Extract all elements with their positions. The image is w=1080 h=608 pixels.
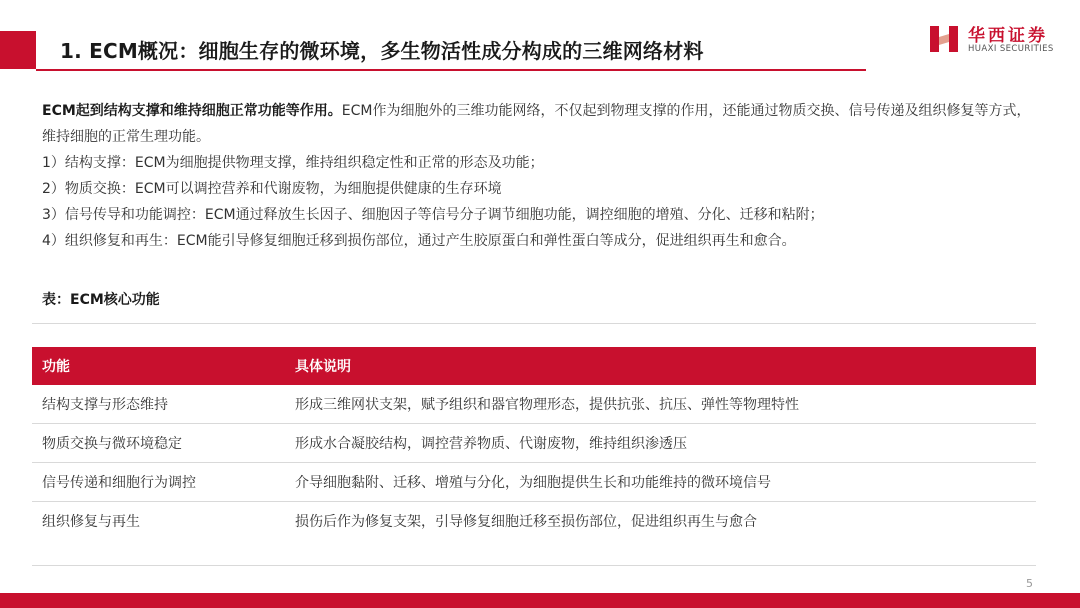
description-cell: 损伤后作为修复支架，引导修复细胞迁移至损伤部位，促进组织再生与愈合 [295, 514, 757, 530]
logo-name-en: HUAXI SECURITIES [968, 44, 1054, 54]
company-logo [928, 20, 1068, 60]
title-accent-bar [0, 31, 36, 69]
function-cell: 信号传递和细胞行为调控 [42, 475, 196, 491]
table-caption: 表：ECM核心功能 [42, 292, 160, 308]
description-cell: 介导细胞黏附、迁移、增殖与分化，为细胞提供生长和功能维持的微环境信号 [295, 475, 771, 491]
table-header-row [32, 347, 1036, 385]
header-description: 具体说明 [295, 359, 351, 375]
table-row [32, 385, 1036, 424]
function-cell: 组织修复与再生 [42, 514, 140, 530]
lead-bold-text: ECM起到结构支撑和维持细胞正常功能等作用。 [42, 103, 342, 119]
slide-title: 1. ECM概况：细胞生存的微环境，多生物活性成分构成的三维网络材料 [60, 39, 704, 63]
page-number: 5 [1026, 577, 1033, 590]
lead-text: ECM作为细胞外的三维功能网络，不仅起到物理支撑的作用，还能通过物质交换、信号传递及组织修复等方式，维持细胞的正常生理功能。 [42, 103, 1031, 145]
lead-paragraph [42, 98, 1042, 150]
description-cell: 形成水合凝胶结构，调控营养物质、代谢废物，维持组织渗透压 [295, 436, 687, 452]
table-row [32, 424, 1036, 463]
point-1: 1）结构支撑：ECM为细胞提供物理支撑，维持组织稳定性和正常的形态及功能； [42, 155, 544, 171]
function-cell: 物质交换与微环境稳定 [42, 436, 182, 452]
point-2: 2）物质交换：ECM可以调控营养和代谢废物，为细胞提供健康的生存环境 [42, 181, 502, 197]
table-row [32, 463, 1036, 502]
title-underline [36, 69, 866, 71]
header-function: 功能 [42, 359, 70, 375]
ecm-function-table [32, 347, 1036, 540]
point-3: 3）信号传导和功能调控：ECM通过释放生长因子、细胞因子等信号分子调节细胞功能，调控细胞的增殖、分化、迁移和粘附； [42, 207, 824, 223]
logo-name-cn: 华西证券 [968, 26, 1048, 46]
footer-bar [0, 593, 1080, 608]
description-cell: 形成三维网状支架，赋予组织和器官物理形态，提供抗张、抗压、弹性等物理特性 [295, 397, 799, 413]
bottom-divider [32, 565, 1036, 566]
huaxi-logo-mark-icon [928, 22, 960, 56]
point-4: 4）组织修复和再生：ECM能引导修复细胞迁移到损伤部位，通过产生胶原蛋白和弹性蛋白等成分，促进组织再生和愈合。 [42, 233, 796, 249]
body-content [42, 98, 1042, 254]
function-cell: 结构支撑与形态维持 [42, 397, 168, 413]
caption-divider [32, 323, 1036, 324]
table-row [32, 502, 1036, 540]
